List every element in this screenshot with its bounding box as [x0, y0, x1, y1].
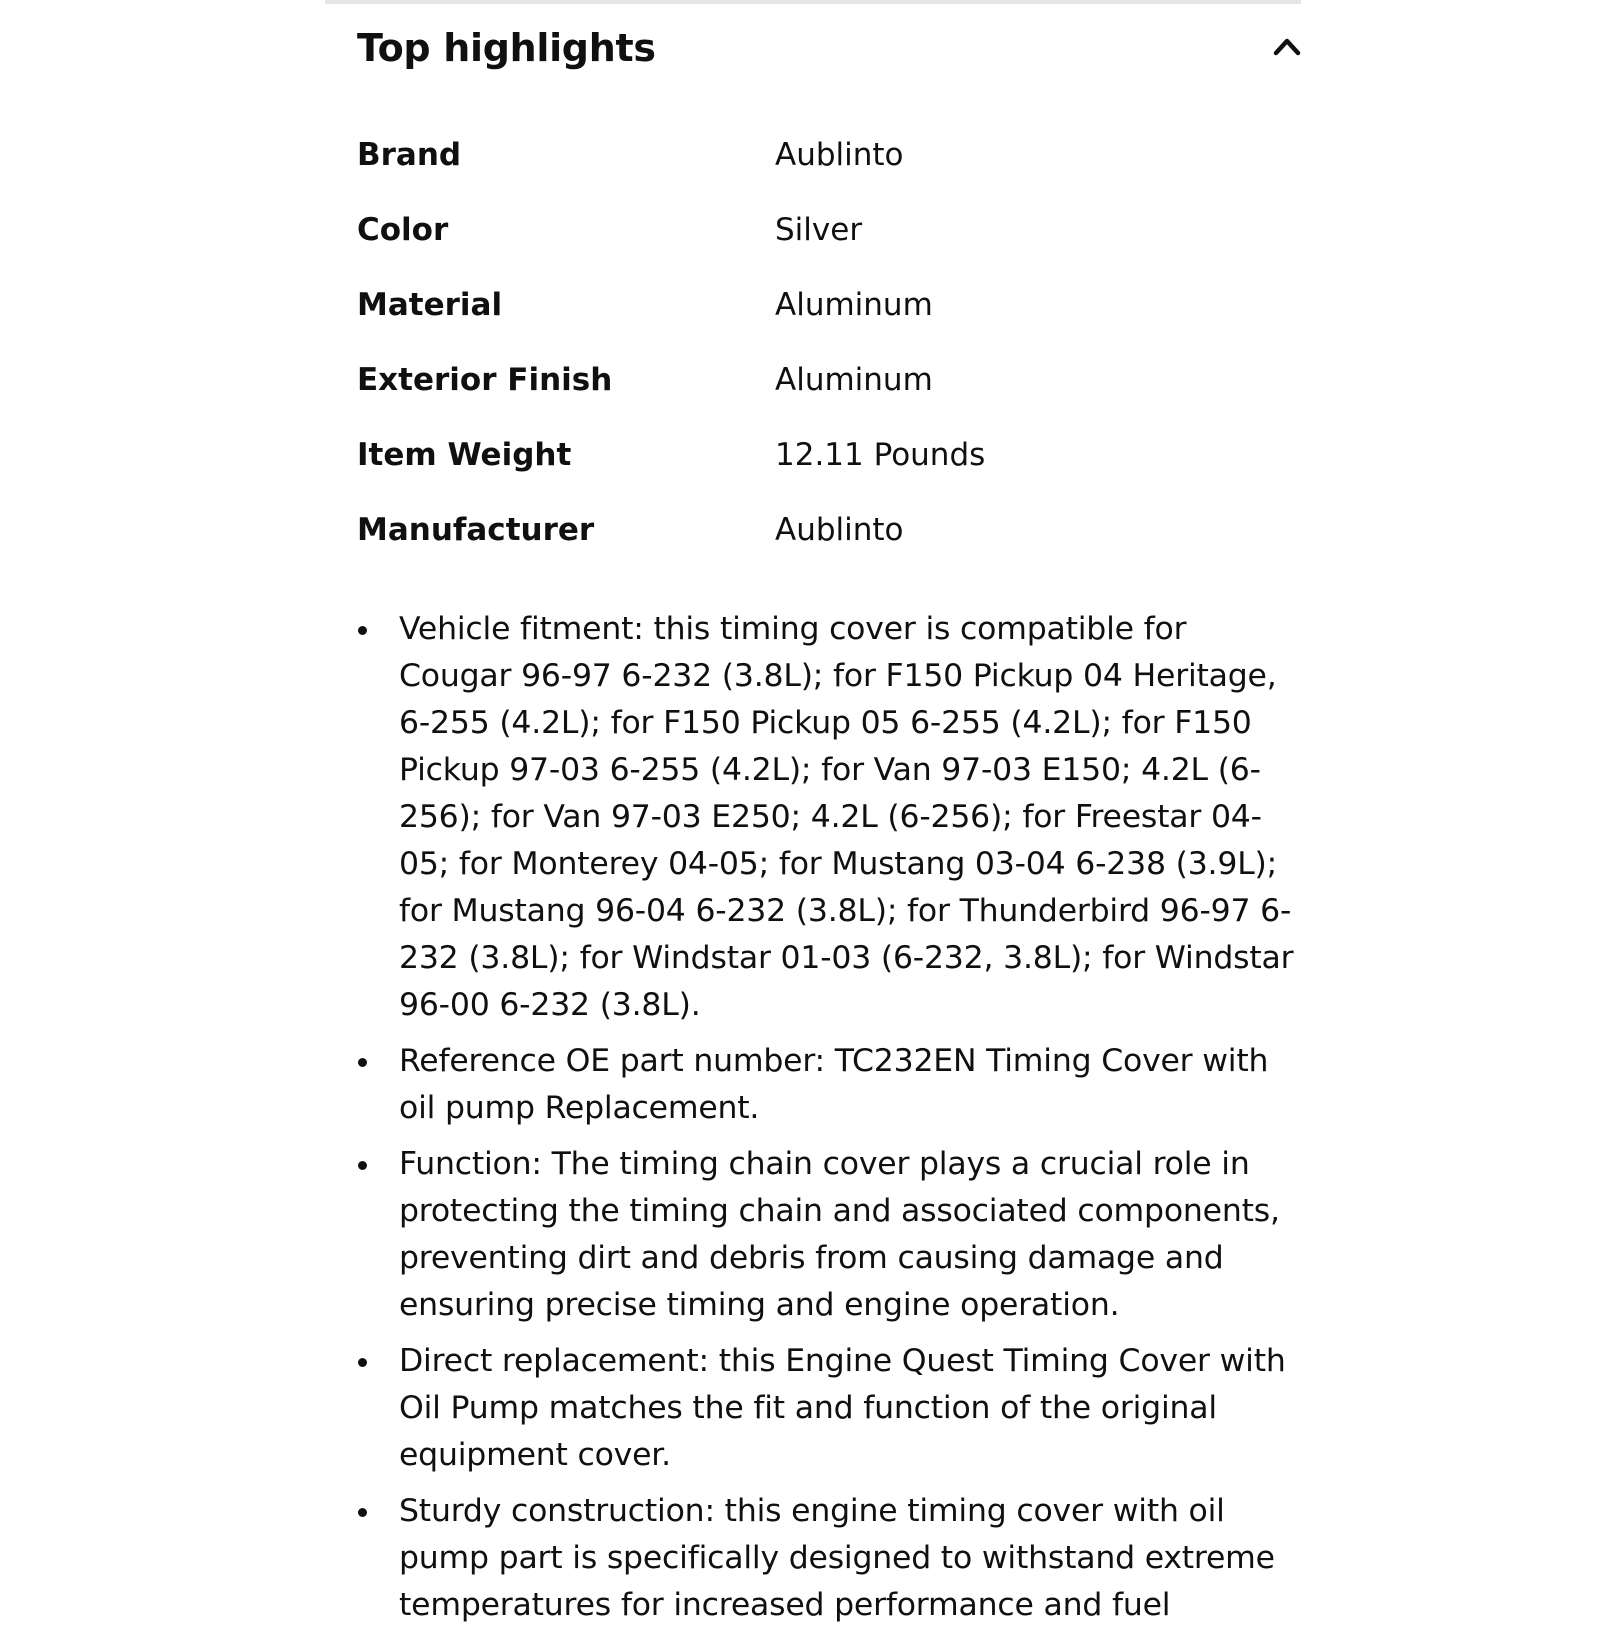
- chevron-up-icon: [1273, 35, 1301, 57]
- spec-value: Silver: [775, 212, 863, 248]
- feature-bullet-text: Vehicle fitment: this timing cover is compatible for Cougar 96-97 6-232 (3.8L); for F150 Pickup 04 Heritage, 6-255 (4.2L); for F150 Pickup 05 6-255 (4.2L); for F150 Pickup 97-03 6-255 (4.2L); for Van 97-03 E150; 4.2L (6-256); for Van 97-03 E250; 4.2L (6-256); for Freestar 04-05; for Monterey 04-05; for Mustang 03-04 6-238 (3.9L); for Mustang 96-04 6-232 (3.8L); for Thunderbird 96-97 6-232 (3.8L); for Windstar 01-03 (6-232, 3.8L); for Windstar 96-00 6-232 (3.8L).: [399, 611, 1294, 1023]
- section-title: Top highlights: [357, 26, 656, 70]
- top-highlights-section: [357, 22, 1307, 1638]
- bullet-dot-icon: [358, 1358, 367, 1367]
- spec-row-color: [357, 209, 1307, 284]
- spec-value: Aublinto: [775, 137, 904, 173]
- spec-label: Material: [357, 287, 503, 323]
- spec-row-exterior-finish: [357, 359, 1307, 434]
- feature-bullet: [357, 1488, 1307, 1629]
- feature-bullet: [357, 1338, 1307, 1479]
- feature-bullet-text: Sturdy construction: this engine timing cover with oil pump part is specifically designed to withstand extreme temperatures for increased performance and fuel: [399, 1493, 1275, 1623]
- collapse-button[interactable]: [1267, 26, 1307, 66]
- spec-row-brand: [357, 134, 1307, 209]
- feature-bullet: [357, 1141, 1307, 1329]
- spec-label: Brand: [357, 137, 462, 173]
- spec-label: Exterior Finish: [357, 362, 613, 398]
- spec-row-manufacturer: [357, 509, 1307, 584]
- feature-bullet-list: [357, 606, 1307, 1629]
- feature-bullet: [357, 606, 1307, 1029]
- feature-bullet-text: Reference OE part number: TC232EN Timing Cover with oil pump Replacement.: [399, 1043, 1269, 1126]
- spec-label: Item Weight: [357, 437, 572, 473]
- spec-row-item-weight: [357, 434, 1307, 509]
- bullet-dot-icon: [358, 1508, 367, 1517]
- spec-label: Manufacturer: [357, 512, 595, 548]
- spec-value: Aluminum: [775, 287, 933, 323]
- section-header[interactable]: [357, 22, 1307, 82]
- spec-value: Aublinto: [775, 512, 904, 548]
- spec-label: Color: [357, 212, 449, 248]
- feature-bullet: [357, 1038, 1307, 1132]
- bullet-dot-icon: [358, 1058, 367, 1067]
- top-divider: [325, 0, 1301, 4]
- feature-bullet-text: Direct replacement: this Engine Quest Timing Cover with Oil Pump matches the fit and function of the original equipment cover.: [399, 1343, 1286, 1473]
- bullet-dot-icon: [358, 626, 367, 635]
- specs-table: [357, 134, 1307, 584]
- spec-row-material: [357, 284, 1307, 359]
- spec-value: 12.11 Pounds: [775, 437, 986, 473]
- feature-bullet-text: Function: The timing chain cover plays a crucial role in protecting the timing chain and associated components, preventing dirt and debris from causing damage and ensuring precise timing and engine operation.: [399, 1146, 1280, 1323]
- spec-value: Aluminum: [775, 362, 933, 398]
- bullet-dot-icon: [358, 1161, 367, 1170]
